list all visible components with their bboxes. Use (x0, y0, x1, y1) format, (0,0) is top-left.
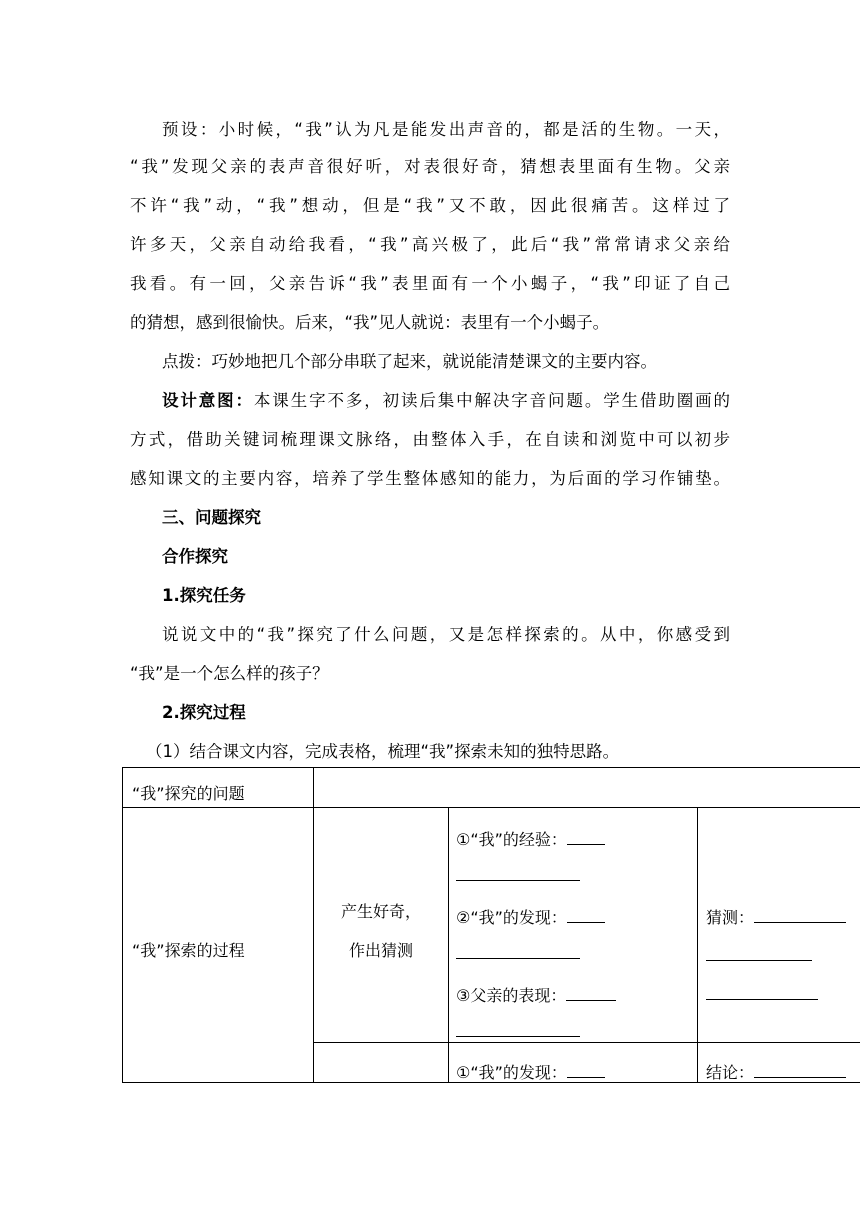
guess-blank[interactable] (754, 904, 846, 923)
item-experience (456, 826, 605, 850)
guess-blank-3[interactable] (706, 981, 818, 1000)
conclusion-field (706, 1059, 846, 1083)
yushe-line-6: 的猜想，感到很愉快。后来，“我”见人就说：表里有一个小蝎子。 (130, 313, 610, 332)
yushe-line-1: 预设：小时候，“我”认为凡是能发出声音的，都是活的生物。一天， (162, 120, 730, 139)
guess-field (706, 904, 846, 928)
guess-blank-2[interactable] (706, 942, 812, 961)
stage-label-line-2: 作出猜测 (348, 941, 413, 960)
yushe-line-2: “我”发现父亲的表声音很好听，对表很好奇，猜想表里面有生物。父亲 (130, 157, 730, 176)
task-heading: 1.探究任务 (162, 586, 246, 605)
subsection-heading: 合作探究 (162, 547, 228, 566)
item-experience-label: ①“我”的经验： (456, 830, 567, 849)
item-father-label: ③父亲的表现： (456, 986, 567, 1005)
table-col-divider-3 (697, 807, 698, 1083)
item-father (456, 982, 616, 1006)
yushe-line-3: 不许“我”动，“我”想动，但是“我”又不敢，因此很痛苦。这样过了 (130, 196, 730, 215)
table-border-top (122, 767, 860, 768)
discovery-2-blank[interactable] (567, 1059, 605, 1078)
conclusion-blank[interactable] (754, 1059, 846, 1078)
item-discovery-2 (456, 1059, 605, 1083)
experience-blank-2[interactable] (456, 862, 580, 881)
section-heading: 三、问题探究 (162, 508, 261, 527)
process-heading: 2.探究过程 (162, 703, 246, 722)
guess-label: 猜测： (706, 908, 755, 927)
discovery-blank[interactable] (567, 904, 605, 923)
item-discovery-2-label: ①“我”的发现： (456, 1063, 567, 1082)
sheji-label: 设计意图： (162, 391, 254, 410)
row-label-question: “我”探究的问题 (132, 784, 245, 803)
experience-blank[interactable] (567, 826, 605, 845)
table-border-left (122, 767, 123, 1083)
process-intro: （1）结合课文内容，完成表格，梳理“我”探索未知的独特思路。 (146, 742, 620, 761)
father-blank-2[interactable] (456, 1018, 580, 1037)
table-col-divider-2 (448, 807, 449, 1083)
sheji-text: 本课生字不多，初读后集中解决字音问题。学生借助圈画的 (253, 391, 731, 410)
item-discovery (456, 904, 605, 928)
task-line-1: 说说文中的“我”探究了什么问题，又是怎样探索的。从中，你感受到 (162, 625, 730, 644)
table-row-divider (122, 807, 860, 808)
yushe-line-4: 许多天，父亲自动给我看，“我”高兴极了，此后“我”常常请求父亲给 (130, 235, 730, 254)
sheji-line-2: 方式，借助关键词梳理课文脉络，由整体入手，在自读和浏览中可以初步 (130, 430, 730, 449)
stage-label-line-1: 产生好奇， (340, 902, 421, 921)
conclusion-label: 结论： (706, 1063, 755, 1082)
father-blank[interactable] (566, 982, 616, 1001)
discovery-blank-2[interactable] (456, 940, 580, 959)
table-subrow-divider (313, 1042, 860, 1043)
sheji-line-3: 感知课文的主要内容，培养了学生整体感知的能力，为后面的学习作铺垫。 (130, 469, 730, 488)
table-col-divider-1 (313, 767, 314, 1083)
row-label-process: “我”探索的过程 (132, 941, 245, 960)
dianbo-line: 点拨：巧妙地把几个部分串联了起来，就说能清楚课文的主要内容。 (162, 352, 657, 371)
task-line-2: “我”是一个怎么样的孩子？ (130, 664, 329, 683)
yushe-line-5: 我看。有一回，父亲告诉“我”表里面有一个小蝎子，“我”印证了自己 (130, 274, 730, 293)
item-discovery-label: ②“我”的发现： (456, 908, 567, 927)
